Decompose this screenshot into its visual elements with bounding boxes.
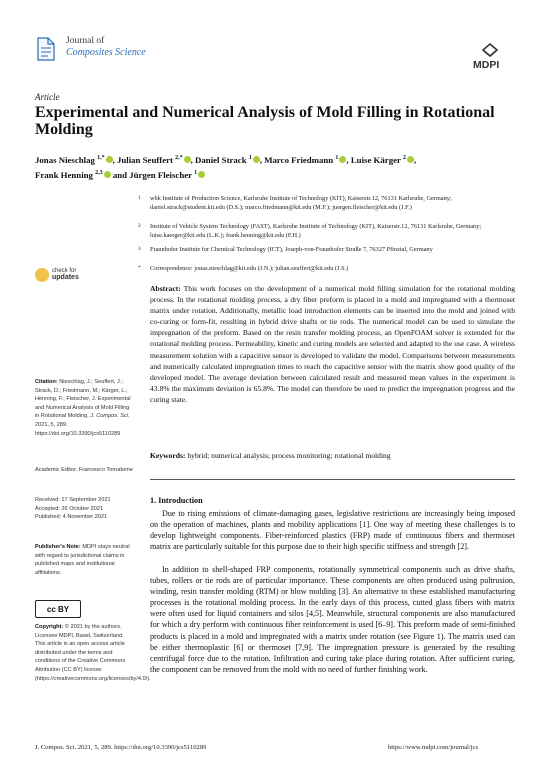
- author-affiliation-mark: 2,*: [175, 155, 183, 161]
- section-heading: 1. Introduction: [150, 496, 203, 505]
- orcid-icon[interactable]: [106, 156, 113, 163]
- check-updates-line2: updates: [52, 273, 79, 281]
- journal-name-line1: Journal of: [66, 36, 105, 46]
- author-line-2: [35, 167, 510, 182]
- check-for-updates-badge[interactable]: [35, 266, 95, 292]
- author-name: Marco Friedmann: [264, 154, 336, 165]
- editor-name: Francesco Tornabene: [78, 467, 133, 473]
- citation-block: [35, 378, 135, 438]
- copyright-block: [35, 623, 151, 683]
- affiliation-mark: *: [138, 265, 141, 271]
- orcid-icon[interactable]: [198, 171, 205, 178]
- author-affiliation-mark: 1: [248, 155, 252, 161]
- abstract-label: Abstract:: [150, 284, 181, 293]
- check-updates-text: [52, 268, 79, 281]
- orcid-icon[interactable]: [407, 154, 417, 165]
- article-type: Article: [35, 92, 60, 102]
- keywords-text: hybrid; numerical analysis; process monitoring; rotational molding: [187, 451, 391, 460]
- mdpi-logo: [470, 42, 510, 72]
- author-affiliation-mark: 2: [402, 155, 406, 161]
- affiliation-2: [138, 222, 520, 240]
- keywords-label: Keywords:: [150, 451, 186, 460]
- affiliation-text: wbk Institute of Production Science, Karlsruhe Institute of Technology (KIT), Kaiserstr.12, 76131 Karlsruhe, Germany; daniel.strack@student.kit.edu (D.S.); marco.friedmann@kit.edu (M.F.); juergen.fleischer@kit.edu (J.F.): [150, 195, 452, 212]
- cc-logo-text: cc BY: [46, 604, 70, 614]
- author-list: [35, 152, 510, 182]
- body-paragraph-2: In addition to shell-shaped FRP components, rotationally symmetrical components such as drive shafts, tubes, rollers or tie rods are of particular importance. These components are often produced using pultrusion, winding, resin transfer molding (RTM) or blow molding [3]. An alternative to these established manufacturing processes is the rotational molding process. In the early days of this process, cutted glass fibers with matrix were often used for liquid containers and silos [4,5]. Meanwhile, structural components are also manufactured for which a dry perform with continuous fiber reinforcement is used [6–9]. This preform made of semi-finished products is placed in a mold and impregnated with a matrix under rotation (see Figure 1). The matrix used can be either thermoplastic [6] or thermoset [7,9]. The impregnation pressure is generated by the resulting centrifugal force due to the rotation. Infiltration and curing take place during rotation. After sufficient curing, the component can be removed from the mold with no need of further finishing work.: [150, 565, 515, 674]
- author-name: Frank Henning: [35, 169, 96, 180]
- citation-label: Citation:: [35, 379, 58, 385]
- author-separator: ,: [346, 154, 351, 165]
- affiliation-mark: 1: [138, 195, 141, 201]
- editor-label: Academic Editor:: [35, 467, 78, 473]
- abstract-text: This work focuses on the development of a numerical mold filling simulation for the rotational molding process. In the rotational molding process, a dry fiber preform is placed in a mold and impregnated with a thermoset matrix under rotation. Additionally, metallic load introduction elements can be inserted into the mold and joined with co-curing or form-fit, resulting in hybrid drive shafts or tie rods. The numerical model can be used to simulate the impregnation of the preform. Based on the resin transfer molding process, an OpenFOAM solver is extended for the rotational molding process. Permeability, kinetic and curing models are selected and adapted to the use case. A wireless measurement solution with a capacitive sensor is developed to validate the model. Comparisons between measurements and numerically calculated impregnation times to reach the capacitive sensor with the matrix show good quality of the developed model. The average deviation between calculated result and measured mean values in the experiment is 43.8% the maximum deviation is 65.8%. The model can therefore be used to predict the impregnation progress and the curing state.: [150, 284, 515, 404]
- author-separator: ,: [259, 154, 265, 165]
- affiliation-mark: 3: [138, 246, 141, 252]
- author-name: Jonas Nieschlag: [35, 154, 98, 165]
- citation-doi[interactable]: 2021, 5, 289. https://doi.org/10.3390/jcs5110289: [35, 421, 121, 437]
- footer-citation: J. Compos. Sci. 2021, 5, 289. https://doi.org/10.3390/jcs5110289: [35, 744, 207, 751]
- journal-name-line2: Composites Science: [66, 47, 146, 58]
- author-line-1: [35, 152, 510, 167]
- author-name: Julian Seuffert: [116, 154, 176, 165]
- check-updates-line1: check for: [52, 268, 77, 274]
- keywords: [150, 450, 515, 461]
- mdpi-logo-text: MDPI: [473, 59, 500, 71]
- journal-name: [66, 36, 146, 58]
- publishers-note-label: Publisher's Note:: [35, 544, 81, 550]
- affiliation-3: [138, 245, 520, 254]
- author-affiliation-mark: 1,*: [97, 155, 105, 161]
- affiliation-mark: 2: [138, 223, 141, 229]
- author-name: Jürgen Fleischer: [129, 169, 195, 180]
- author-affiliation-mark: 1: [335, 155, 339, 161]
- author-name: Luise Kärger: [350, 154, 403, 165]
- author-separator: ,: [112, 154, 117, 165]
- correspondence: [138, 264, 520, 273]
- orcid-icon[interactable]: [104, 171, 111, 178]
- author-name: Daniel Strack: [195, 154, 249, 165]
- accepted-date: Accepted: 26 October 2021: [35, 505, 104, 512]
- affiliation-text: Correspondence: jonas.nieschlag@kit.edu (J.N.); julian.seuffert@kit.edu (J.S.): [150, 265, 349, 272]
- journal-logo: [35, 35, 57, 63]
- author-separator: and: [110, 169, 130, 180]
- affiliation-1: [138, 194, 520, 212]
- received-date: Received: 17 September 2021: [35, 497, 111, 503]
- citation-text: Nieschlag, J.; Seuffert, J.; Strack, D.; Friedmann, M.; Kärger, L.; Henning, F.; Fleischer, J. Experimental and Numerical Analysis of Mold Filling in Rotational Molding.: [35, 379, 131, 420]
- orcid-icon[interactable]: [184, 156, 191, 163]
- orcid-icon[interactable]: [253, 156, 260, 163]
- author-affiliation-mark: 2,3: [95, 169, 103, 176]
- footer-journal-url[interactable]: https://www.mdpi.com/journal/jcs: [388, 744, 479, 751]
- copyright-text: © 2021 by the authors. Licensee MDPI, Basel, Switzerland. This article is an open access article distributed under the terms and conditions of the Creative Commons Attribution (CC BY) license (https://creativecommons.org/licenses/by/4.0/).: [35, 624, 151, 682]
- published-date: Published: 4 November 2021: [35, 514, 108, 521]
- author-separator: ,: [413, 154, 417, 165]
- cc-by-license-icon[interactable]: [35, 600, 81, 618]
- citation-journal: J. Compos. Sci.: [90, 413, 130, 420]
- publishers-note-text: MDPI stays neutral with regard to jurisdictional claims in published maps and institutional affiliations.: [35, 544, 130, 576]
- section-divider: [150, 479, 515, 480]
- body-paragraph-1: Due to rising emissions of climate-damaging gases, legislative restrictions are increasingly being imposed on the operation of machines, plants and mobility applications [1]. One way of meeting these challenges is to develop lightweight components. Fiber-reinforced plastics (FRP) made of continuous fibers and thermoset matrix are particularly suitable for this purpose due to their high specific stiffness and strength [2].: [150, 509, 515, 552]
- author-affiliation-mark: 1: [194, 169, 198, 176]
- publishers-note: [35, 543, 135, 577]
- check-updates-icon: [35, 268, 49, 282]
- abstract: [150, 283, 515, 405]
- author-separator: ,: [190, 154, 196, 165]
- academic-editor: [35, 466, 135, 475]
- affiliation-text: Fraunhofer Institute for Chemical Technology (ICT), Joseph-von-Fraunhofer Straße 7, 76327 Pfinztal, Germany: [150, 246, 433, 253]
- paper-title: Experimental and Numerical Analysis of Mold Filling in Rotational Molding: [35, 104, 495, 138]
- publication-dates: [35, 496, 135, 522]
- copyright-label: Copyright:: [35, 624, 64, 630]
- affiliation-text: Institute of Vehicle System Technology (FAST), Karlsruhe Institute of Technology (KIT), Kaiserstr.12, 76131 Karlsruhe, Germany; luise.kaerger@kit.edu (L.K.); frank.henning@kit.edu (F.H.): [150, 223, 482, 240]
